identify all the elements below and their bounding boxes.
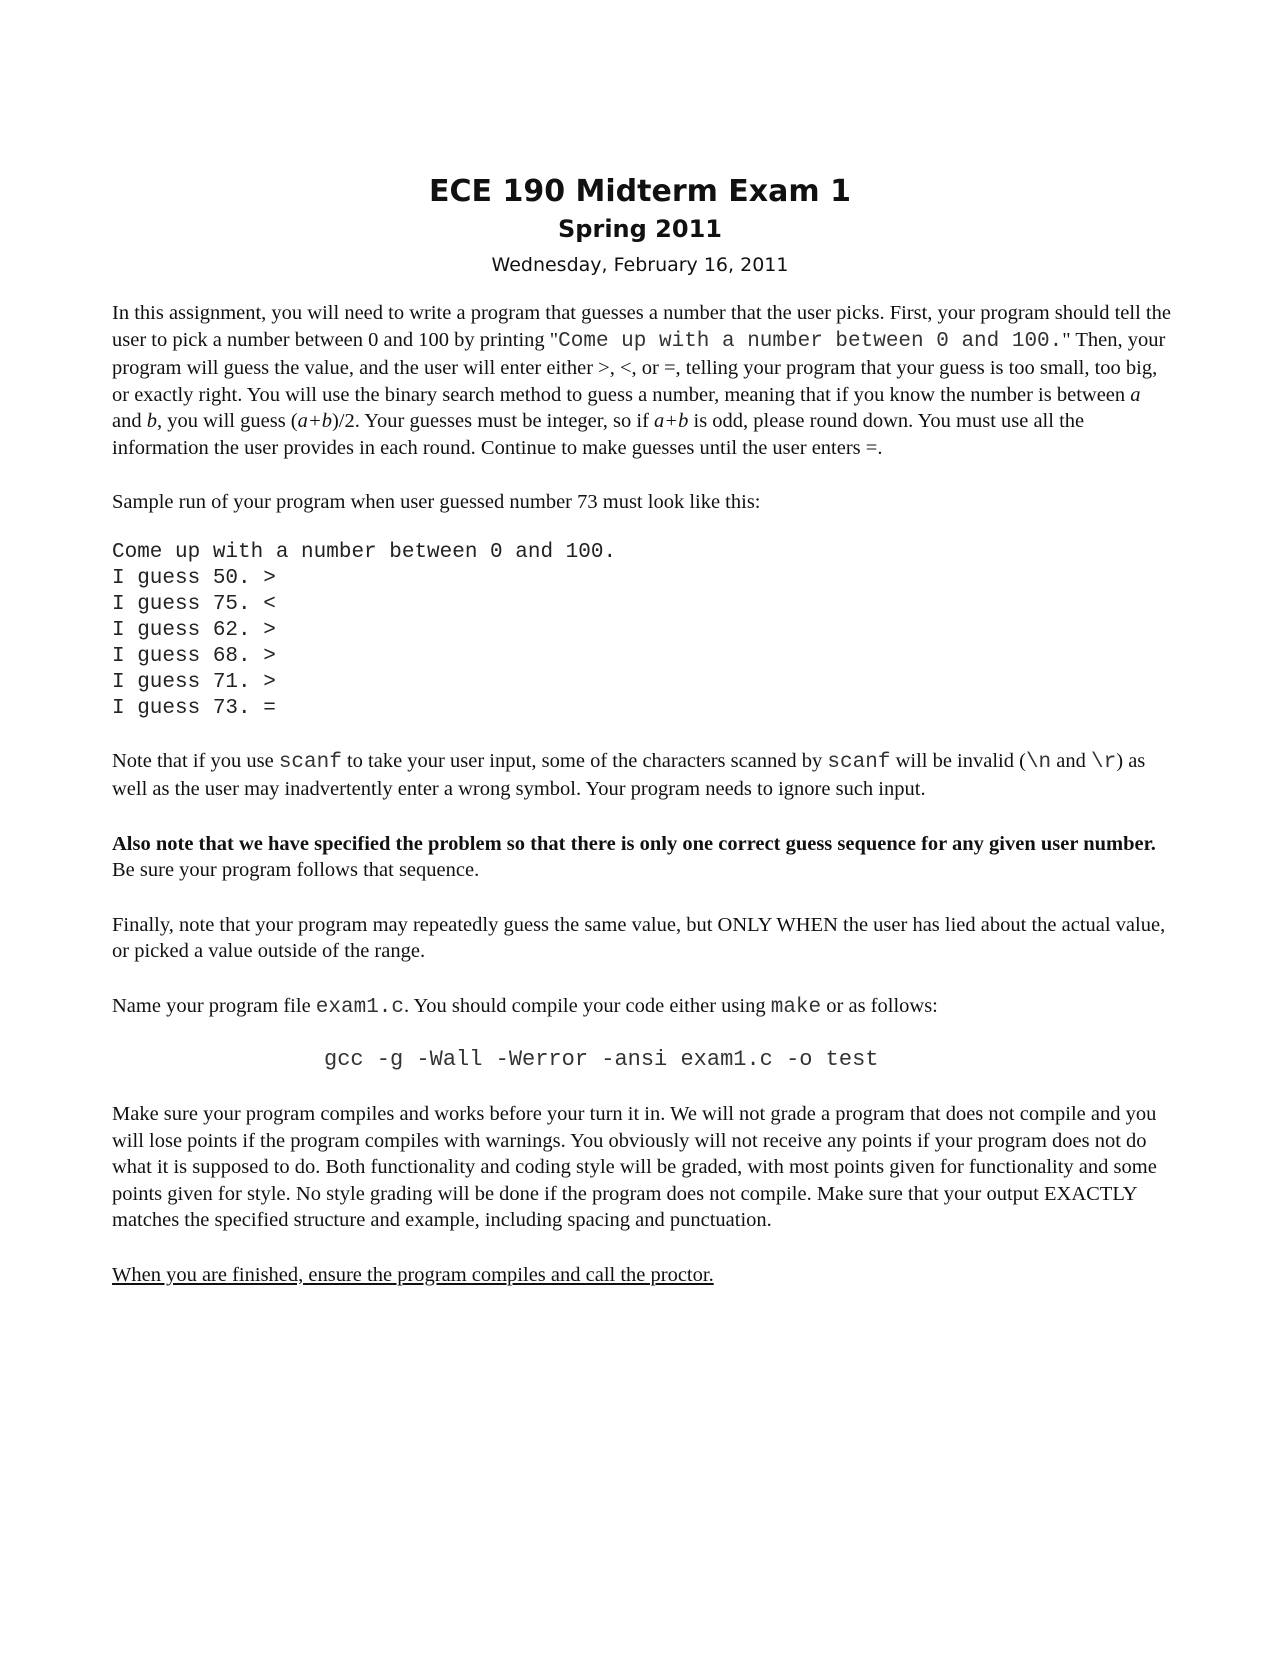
sample-line: I guess 75. <	[112, 592, 276, 616]
sample-run	[112, 540, 1174, 722]
newline-code: \n	[1025, 750, 1052, 774]
repeat-note: Finally, note that your program may repeatedly guess the same value, but ONLY WHEN the user has lied about the actual value, or picked a value outside of the range.	[112, 913, 1166, 962]
exam-header	[0, 172, 1280, 280]
variable-a: a	[1130, 383, 1141, 406]
intro-text-1: In this assignment, you will need to write a program that guesses a number that the user picks. First, your program should tell the user to pick a number between 0 and 100 by printing "	[112, 302, 1171, 351]
scanf-text-3: will be invalid (	[890, 749, 1026, 772]
scanf-text-2: to take your user input, some of the characters scanned by	[341, 749, 828, 772]
file-note-text-2: . You should compile your code either using	[404, 994, 771, 1017]
exam-term: Spring 2011	[558, 215, 722, 243]
file-note-text-1: Name your program file	[112, 994, 316, 1017]
sample-line: I guess 62. >	[112, 618, 276, 642]
scanf-text-4: and	[1051, 749, 1092, 772]
intro-text-4: , you will guess (	[156, 410, 298, 432]
sample-line: I guess 50. >	[112, 566, 276, 590]
exam-body	[112, 300, 1174, 1316]
intro-text-2: " Then, your program will guess the value, and the user will enter either >, <, or =, telling your program that your guess is too small, too big, or exactly right. You will use the binary search method to guess a number, meaning that if you know the number is between	[112, 328, 1166, 406]
sample-intro: Sample run of your program when user guessed number 73 must look like this:	[112, 491, 761, 513]
exam-title: ECE 190 Midterm Exam 1	[429, 174, 851, 209]
intro-paragraph	[112, 300, 1174, 461]
final-instruction: When you are finished, ensure the program compiles and call the proctor.	[112, 1263, 714, 1286]
sequence-note	[112, 831, 1174, 884]
make-code: make	[770, 995, 822, 1019]
scanf-text-5: ) as well as the user may inadvertently enter a wrong symbol. Your program needs to ignore such input.	[112, 749, 1146, 800]
compile-command: gcc -g -Wall -Werror -ansi exam1.c -o test	[324, 1047, 879, 1072]
intro-text-6: is odd, please round down. You must use all the information the user provides in each round. Continue to make guesses until the user enters =.	[112, 410, 1085, 459]
carriage-return-code: \r	[1091, 750, 1117, 774]
sequence-note-bold: Also note that we have specified the problem so that there is only one correct guess sequence for any given user number.	[112, 832, 1156, 855]
filename-code: exam1.c	[315, 995, 405, 1019]
sequence-note-rest: Be sure your program follows that sequence.	[112, 859, 480, 881]
sample-line: I guess 73. =	[112, 696, 276, 720]
file-note-text-3: or as follows:	[821, 994, 938, 1017]
intro-text-3: and	[112, 410, 147, 432]
sample-line: Come up with a number between 0 and 100.	[112, 540, 617, 564]
sample-line: I guess 68. >	[112, 644, 276, 668]
intro-text-5: )/2. Your guesses must be integer, so if	[331, 410, 655, 432]
grading-note: Make sure your program compiles and works before your turn it in. We will not grade a program that does not compile and you will lose points if the program compiles with warnings. You obviously will not receive any points if your program does not do what it is supposed to do. Both functionality and coding style will be graded, with most points given for functionality and some points given for style. No style grading will be done if the program does not compile. Make sure that your output EXACTLY matches the specified structure and example, including spacing and punctuation.	[112, 1103, 1157, 1231]
scanf-note	[112, 748, 1174, 803]
prompt-code: Come up with a number between 0 and 100.	[558, 329, 1063, 353]
expression-a-plus-b: a+b	[297, 410, 332, 432]
file-note	[112, 993, 1174, 1022]
scanf-text-1: Note that if you use	[112, 749, 279, 772]
sample-line: I guess 71. >	[112, 670, 276, 694]
variable-b: b	[146, 410, 157, 432]
expression-a-plus-b-odd: a+b	[654, 410, 689, 432]
scanf-code-2: scanf	[827, 750, 891, 774]
exam-date: Wednesday, February 16, 2011	[491, 254, 789, 276]
scanf-code-1: scanf	[278, 750, 342, 774]
